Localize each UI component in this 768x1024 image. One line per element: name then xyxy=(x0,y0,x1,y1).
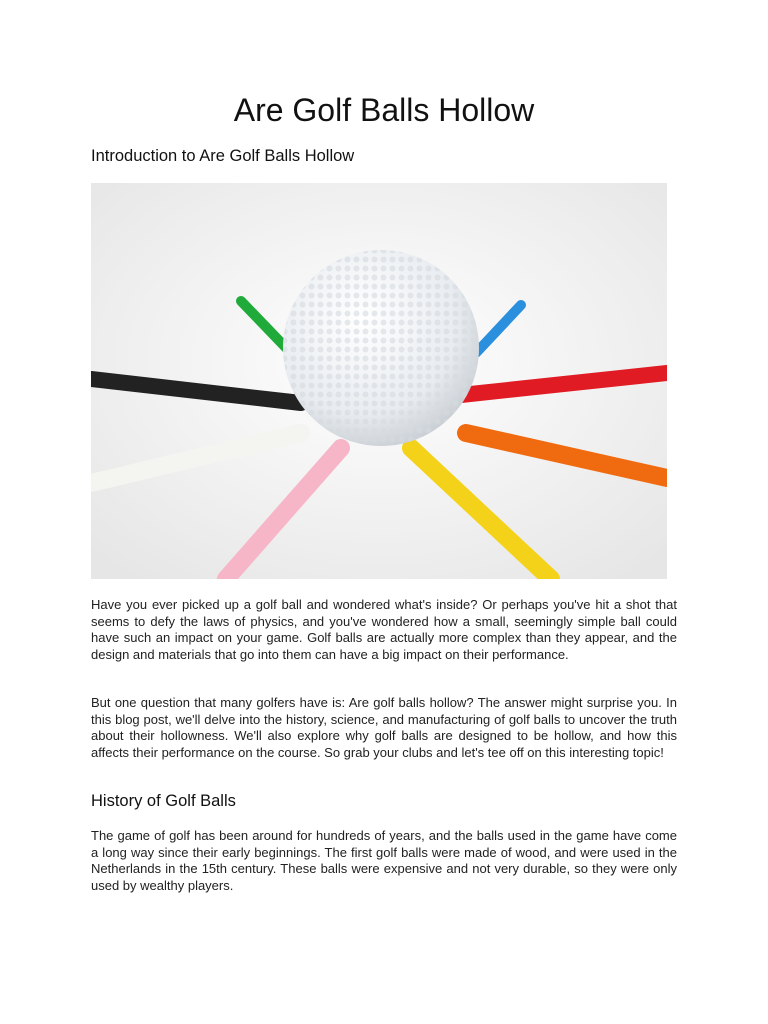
paragraph: Have you ever picked up a golf ball and wondered what's inside? Or perhaps you've hit a shot that seems to defy the laws of physics, and you've wondered how a small, seemingly simple ball could have such an impact on your game. Golf balls are actually more complex than they appear, and the design and materials that go into them can have a big impact on their performance. xyxy=(91,597,677,662)
golf-ball-tees-image xyxy=(91,183,667,579)
paragraph: The game of golf has been around for hundreds of years, and the balls used in the game have come a long way since their early beginnings. The first golf balls were made of wood, and were used in the Netherlands in the 15th century. These balls were expensive and not very durable, so they were only used by wealthy players. xyxy=(91,828,677,893)
section-heading-intro: Introduction to Are Golf Balls Hollow xyxy=(91,147,355,165)
page-title: Are Golf Balls Hollow xyxy=(233,92,535,128)
paragraph: But one question that many golfers have is: Are golf balls hollow? The answer might surprise you. In this blog post, we'll delve into the history, science, and manufacturing of golf balls to uncover the truth about their hollowness. We'll also explore why golf balls are designed to be hollow, and how this affects their performance on the course. So grab your clubs and let's tee off on this interesting topic! xyxy=(91,695,677,760)
section-heading-history: History of Golf Balls xyxy=(91,792,236,810)
